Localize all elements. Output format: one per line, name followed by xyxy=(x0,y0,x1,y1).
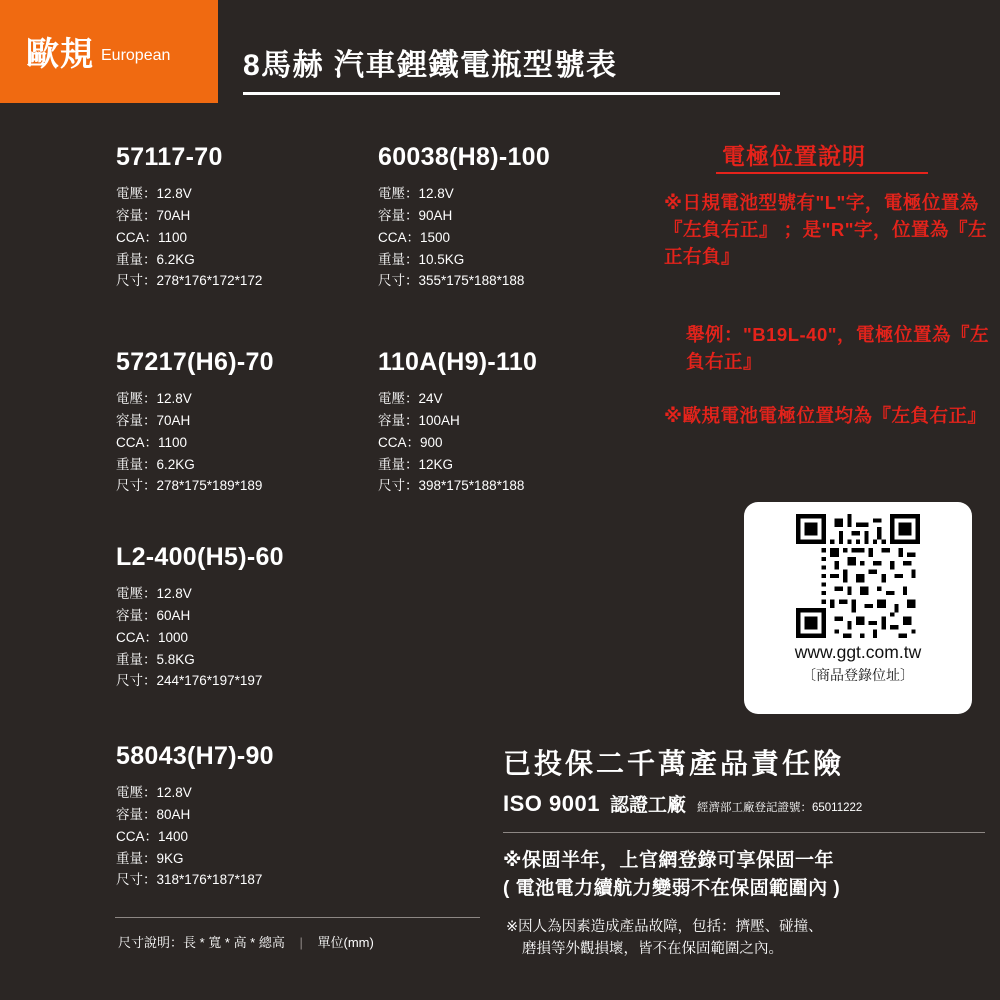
product-capacity: 容量：90AH xyxy=(378,207,453,223)
exclusion-line-1: ※因人為因素造成產品故障，包括：擠壓、碰撞、 xyxy=(506,919,823,935)
dimension-unit: 單位(mm) xyxy=(317,935,374,950)
qr-card xyxy=(744,502,972,714)
electrode-note-3: ※歐規電池電極位置均為『左負右正』 xyxy=(664,405,987,426)
product-weight: 重量：12KG xyxy=(378,456,454,472)
product-card xyxy=(116,143,262,292)
product-capacity: 容量：70AH xyxy=(116,412,191,428)
product-weight: 重量：6.2KG xyxy=(116,456,195,472)
insurance-title: 已投保二千萬產品責任險 xyxy=(503,748,845,779)
product-size: 尺寸：278*176*172*172 xyxy=(116,273,263,289)
product-size: 尺寸：355*175*188*188 xyxy=(378,273,525,289)
warranty-line-1: ※保固半年，上官網登錄可享保固一年 xyxy=(503,850,834,871)
product-size: 尺寸：318*176*187*187 xyxy=(116,872,263,888)
qr-caption: 〔商品登錄位址〕 xyxy=(802,667,914,683)
product-weight: 重量：10.5KG xyxy=(378,251,465,267)
product-model: 58043(H7)-90 xyxy=(116,742,274,770)
product-model: 57217(H6)-70 xyxy=(116,348,274,376)
product-cca: CCA：1000 xyxy=(116,629,189,645)
warranty-exclusion xyxy=(506,916,823,961)
product-capacity: 容量：100AH xyxy=(378,412,460,428)
product-size: 尺寸：278*175*189*189 xyxy=(116,478,263,494)
qr-code-icon[interactable] xyxy=(796,514,920,638)
product-size: 尺寸：398*175*188*188 xyxy=(378,478,525,494)
product-capacity: 容量：80AH xyxy=(116,806,191,822)
product-size: 尺寸：244*176*197*197 xyxy=(116,673,263,689)
page-title: 8馬赫 汽車鋰鐵電瓶型號表 xyxy=(243,49,618,82)
dimension-note-text: 尺寸說明：長 * 寬 * 高 * 總高 xyxy=(118,935,285,950)
title-divider xyxy=(243,92,780,95)
product-model: 57117-70 xyxy=(116,143,223,171)
product-capacity: 容量：70AH xyxy=(116,207,191,223)
product-card xyxy=(116,348,274,497)
product-card xyxy=(116,543,284,692)
qr-url: www.ggt.com.tw xyxy=(794,642,922,662)
product-weight: 重量：9KG xyxy=(116,850,184,866)
product-model: 110A(H9)-110 xyxy=(378,348,538,376)
electrode-note-2: 舉例："B19L-40"，電極位置為『左負右正』 xyxy=(686,324,990,372)
product-card xyxy=(378,348,537,497)
iso-certification: 認證工廠 xyxy=(609,795,686,816)
dimension-divider xyxy=(115,917,480,918)
dimension-note-separator: | xyxy=(299,935,303,950)
region-badge-en: European xyxy=(101,47,171,64)
product-cca: CCA：1400 xyxy=(116,828,189,844)
product-cca: CCA：1100 xyxy=(116,434,188,450)
warranty-text xyxy=(503,847,840,903)
dimension-note xyxy=(118,932,374,951)
iso-line xyxy=(503,790,862,817)
product-voltage: 電壓：12.8V xyxy=(378,186,454,201)
product-capacity: 容量：60AH xyxy=(116,607,191,623)
iso-standard: ISO 9001 xyxy=(503,791,600,816)
product-weight: 重量：6.2KG xyxy=(116,251,195,267)
electrode-title: 電極位置說明 xyxy=(722,143,866,169)
product-card xyxy=(378,143,550,292)
product-model: L2-400(H5)-60 xyxy=(116,543,284,571)
electrode-title-underline xyxy=(716,172,928,174)
product-cca: CCA：1500 xyxy=(378,229,451,245)
product-card xyxy=(116,742,274,891)
product-voltage: 電壓：12.8V xyxy=(116,785,192,800)
warranty-line-2: ( 電池電力續航力變弱不在保固範圍內 ) xyxy=(503,878,841,900)
electrode-note-1: ※日規電池型號有"L"字，電極位置為『左負右正』 ；是"R"字，位置為『左正右負』 xyxy=(664,192,988,267)
product-voltage: 電壓：12.8V xyxy=(116,391,192,406)
product-cca: CCA：1100 xyxy=(116,229,188,245)
product-voltage: 電壓：12.8V xyxy=(116,186,192,201)
product-voltage: 電壓：24V xyxy=(378,391,443,406)
product-model: 60038(H8)-100 xyxy=(378,143,551,171)
product-weight: 重量：5.8KG xyxy=(116,651,195,667)
region-badge xyxy=(0,0,218,103)
exclusion-line-2: 磨損等外觀損壞，皆不在保固範圍之內。 xyxy=(522,941,783,958)
region-badge-cn: 歐規 xyxy=(26,35,94,72)
product-cca: CCA：900 xyxy=(378,434,443,450)
factory-registration: 經濟部工廠登記證號：65011222 xyxy=(696,802,863,814)
product-voltage: 電壓：12.8V xyxy=(116,586,192,601)
insurance-divider xyxy=(503,832,985,833)
